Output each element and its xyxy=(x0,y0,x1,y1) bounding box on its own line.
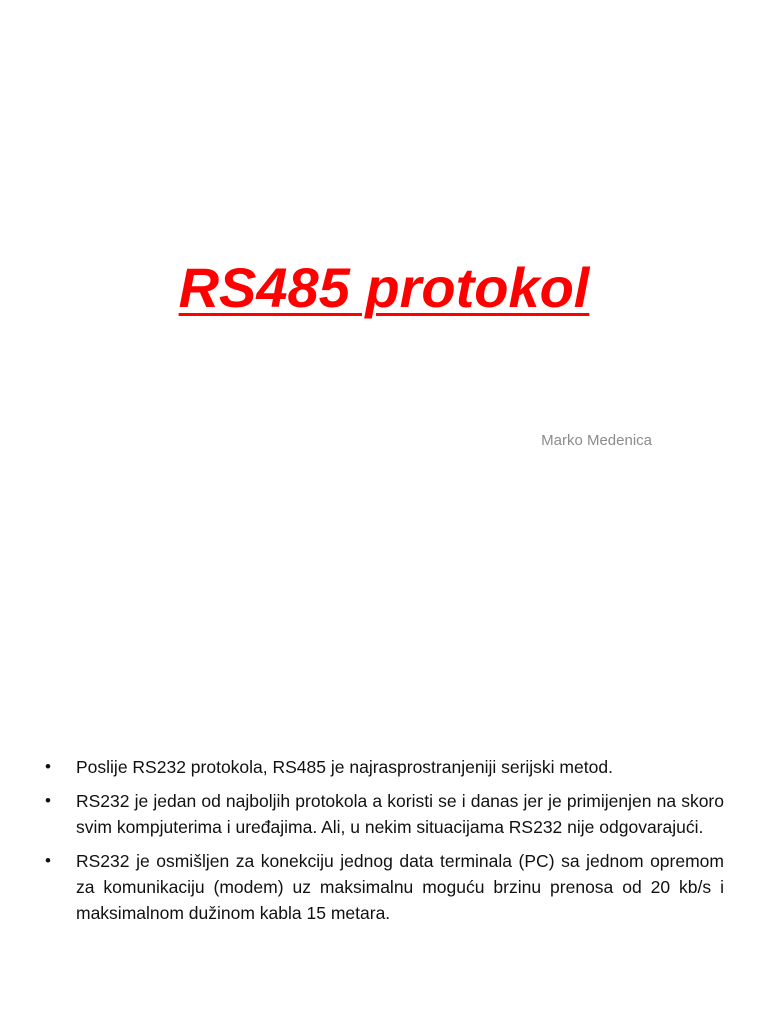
bullet-dot-icon: • xyxy=(45,791,51,810)
bullet-item xyxy=(40,788,724,840)
bullet-text: RS232 je jedan od najboljih protokola a koristi se i danas jer je primijenjen na skoro svim kompjuterima i uređajima. Ali, u nekim situacijama RS232 nije odgovarajući. xyxy=(76,791,724,837)
bullet-list xyxy=(40,754,724,934)
bullet-item xyxy=(40,754,724,780)
bullet-text: RS232 je osmišljen za konekciju jednog data terminala (PC) sa jednom opremom za komunikaciju (modem) uz maksimalnu moguću brzinu prenosa od 20 kb/s i maksimalnom dužinom kabla 15 metara. xyxy=(76,851,724,923)
content-slide xyxy=(0,576,768,1024)
bullet-dot-icon: • xyxy=(45,851,51,870)
bullet-dot-icon: • xyxy=(45,757,51,776)
bullet-item xyxy=(40,848,724,926)
bullet-text: Poslije RS232 protokola, RS485 je najrasprostranjeniji serijski metod. xyxy=(76,757,613,777)
author-name: Marko Medenica xyxy=(541,432,652,449)
slide-title: RS485 protokol xyxy=(178,255,590,319)
